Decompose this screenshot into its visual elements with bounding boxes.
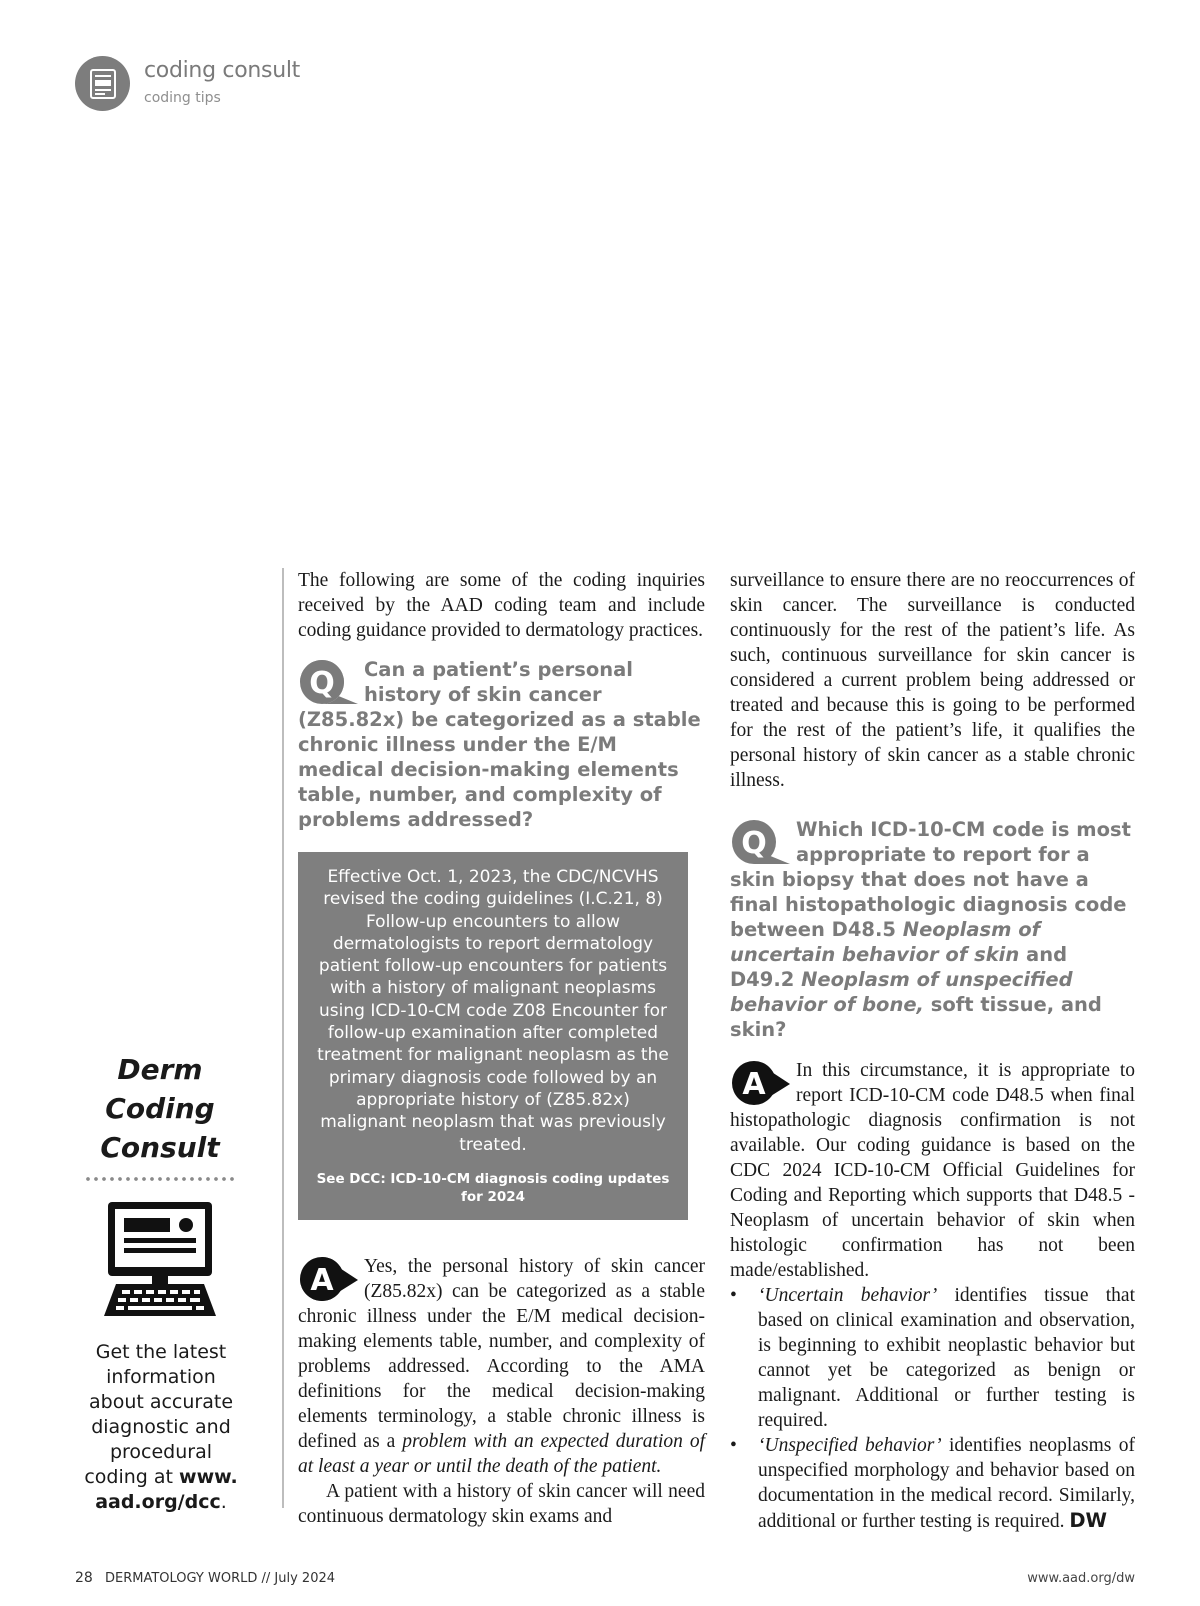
article-column-1 bbox=[298, 568, 705, 1529]
list-item-term: ‘Uncertain behavior’ bbox=[758, 1285, 938, 1306]
sidebar-promo-body: Get the latest information about accurate diagnostic and procedural coding at bbox=[84, 1341, 234, 1488]
question-1-text: Can a patient’s personal history of skin cancer (Z85.82x) be categorized as a stable chronic illness under the E/M medical decision-making elements table, number, and complexity of problems addressed? bbox=[298, 658, 701, 831]
list-item-term: ‘Unspecified behavior’ bbox=[758, 1435, 942, 1456]
question-2 bbox=[730, 817, 1135, 1042]
sidebar-title-line: Coding bbox=[105, 1092, 215, 1125]
list-item bbox=[758, 1283, 1135, 1433]
end-mark: DW bbox=[1069, 1509, 1108, 1532]
answer-badge-letter: A bbox=[310, 1262, 334, 1298]
section-icon-badge bbox=[75, 56, 130, 111]
definition-list bbox=[730, 1283, 1135, 1534]
question-badge-letter: Q bbox=[741, 826, 767, 861]
answer-badge bbox=[728, 1058, 790, 1108]
question-2-italic: Neoplasm of unspecified behavior of bone, bbox=[730, 968, 1073, 1016]
question-2-text: and D49.2 bbox=[730, 943, 1068, 991]
page-number: 28 bbox=[75, 1570, 93, 1586]
sidebar-promo-link[interactable]: www. aad.org/dcc bbox=[95, 1466, 238, 1513]
answer-1-italic: problem with an expected duration of at least a year or until the death of the patient. bbox=[298, 1430, 706, 1477]
sidebar-title bbox=[80, 1050, 240, 1167]
footer-left bbox=[75, 1570, 335, 1586]
article-column-2 bbox=[730, 568, 1135, 1534]
publication-name: DERMATOLOGY WORLD // July 2024 bbox=[104, 1571, 336, 1586]
answer-2-text: In this circumstance, it is appropriate to report ICD-10-CM code D48.5 when final histopathologic diagnosis confirmation is not available. Our coding guidance is based on the CDC 2024 ICD-10-CM Official Guidelines for Coding and Reporting which supports that D48.5 - Neoplasm of uncertain behavior of skin when histologic confirmation has not been made/established. bbox=[730, 1060, 1135, 1281]
dotted-divider bbox=[84, 1176, 236, 1182]
info-callout-body: Effective Oct. 1, 2023, the CDC/NCVHS revised the coding guidelines (I.C.21, 8) Follow-up encounters to allow dermatologists to report dermatology patient follow-up encounters for patients with a history of malignant neoplasms using ICD-10-CM code Z08 Encounter for follow-up examination after completed treatment for malignant neoplasm as the primary diagnosis code followed by an appropriate history of (Z85.82x) malignant neoplasm that was previously treated. bbox=[317, 867, 669, 1155]
question-badge bbox=[296, 657, 358, 707]
list-item bbox=[758, 1433, 1135, 1534]
sidebar-promo-period: . bbox=[220, 1491, 227, 1513]
computer-icon bbox=[102, 1200, 224, 1323]
sidebar-promo-text bbox=[76, 1340, 246, 1515]
answer-badge bbox=[296, 1254, 358, 1304]
answer-1 bbox=[298, 1254, 705, 1529]
answer-1-text: Yes, the personal history of skin cancer (Z85.82x) can be categorized as a stable chronic illness under the E/M medical decision-making elements table, number, and complexity of problems addressed. According to the AMA definitions for the medical decision-making elements terminology, a stable chronic illness is defined as a bbox=[298, 1255, 705, 1452]
footer-url[interactable]: www.aad.org/dw bbox=[1027, 1571, 1135, 1586]
info-callout-box bbox=[298, 852, 688, 1220]
question-2-text: soft tissue, and skin? bbox=[730, 993, 1102, 1041]
sidebar-divider bbox=[282, 568, 284, 1508]
question-badge bbox=[728, 817, 790, 867]
document-icon bbox=[90, 69, 116, 99]
question-badge-letter: Q bbox=[309, 666, 335, 701]
question-1 bbox=[298, 657, 705, 832]
sidebar-title-line: Derm bbox=[117, 1053, 203, 1086]
question-2-text: Which ICD-10-CM code is most appropriate to report for a skin biopsy that does not have a final histopathologic diagnosis code between D48.5 bbox=[730, 818, 1131, 941]
section-title: coding consult bbox=[144, 58, 300, 83]
intro-paragraph: The following are some of the coding inquiries received by the AAD coding team and include coding guidance provided to dermatology practices. bbox=[298, 570, 705, 641]
question-2-italic: Neoplasm of uncertain behavior of skin bbox=[730, 918, 1041, 966]
list-item-text: identifies tissue that based on clinical examination and observation, is beginning to exhibit neoplastic behavior but cannot yet be categorized as benign or malignant. Additional or further testing is required. bbox=[758, 1285, 1135, 1431]
list-item-text: identifies neoplasms of unspecified morphology and behavior based on documentation in the medical record. Similarly, additional or further testing is required. bbox=[758, 1435, 1135, 1532]
answer-1-paragraph-2: A patient with a history of skin cancer will need continuous dermatology skin exams and bbox=[298, 1480, 705, 1527]
section-subtitle: coding tips bbox=[144, 90, 221, 106]
answer-badge-letter: A bbox=[742, 1067, 766, 1102]
answer-2 bbox=[730, 1058, 1135, 1534]
continuation-paragraph: surveillance to ensure there are no reoccurrences of skin cancer. The surveillance is conducted continuously for the rest of the patient’s life. As such, continuous surveillance for skin cancer is considered a current problem being addressed or treated and because this is going to be performed for the rest of the patient’s life, it qualifies the personal history of skin cancer as a stable chronic illness. bbox=[730, 570, 1135, 791]
info-callout-reference: See DCC: ICD-10-CM diagnosis coding updates for 2024 bbox=[316, 1170, 670, 1205]
sidebar-title-line: Consult bbox=[100, 1131, 220, 1164]
